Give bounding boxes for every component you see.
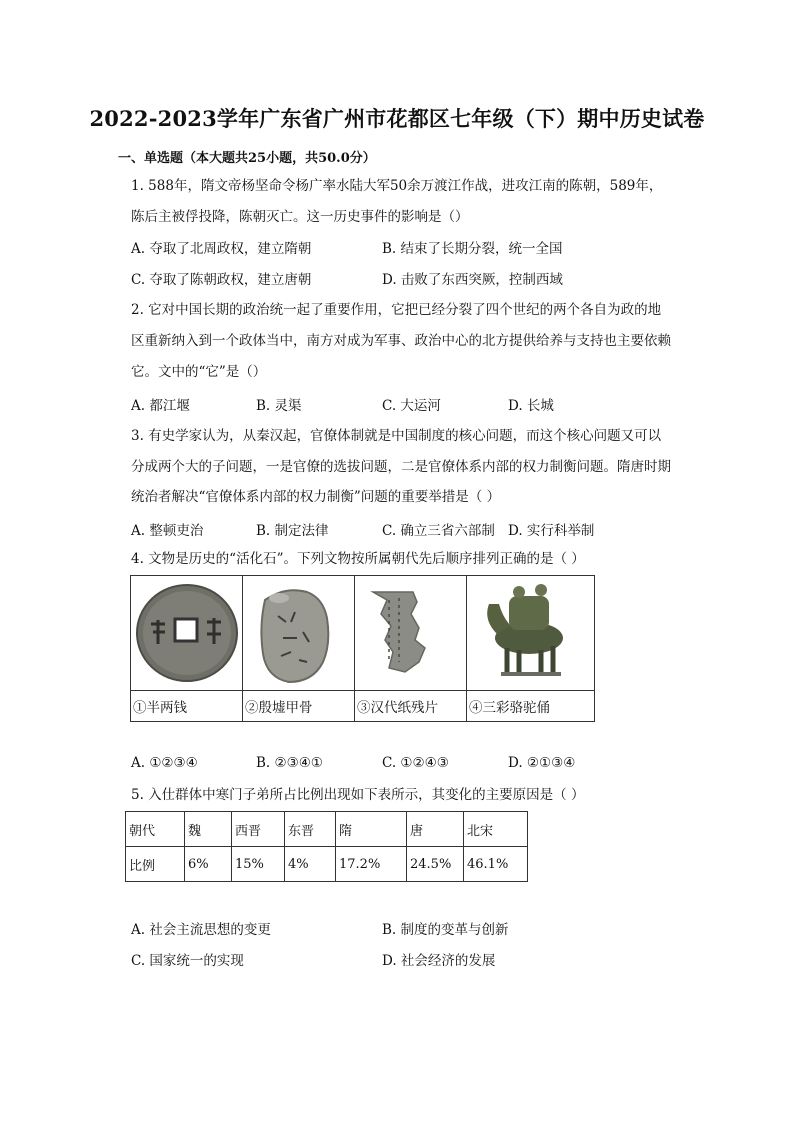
relic-caption: ①半两钱 bbox=[131, 691, 243, 722]
q3-option-d: D. 实行科举制 bbox=[508, 523, 595, 539]
q1-option-a: A. 夺取了北周政权，建立隋朝 bbox=[131, 241, 312, 257]
table-header-cell: 隋 bbox=[336, 812, 407, 847]
question-4-line-1: 4. 文物是历史的“活化石”。下列文物按所属朝代先后顺序排列正确的是（ ） bbox=[131, 551, 585, 567]
question-2-line-1: 2. 它对中国长期的政治统一起了重要作用，它把已经分裂了四个世纪的两个各自为政的地 bbox=[131, 302, 662, 318]
relic-caption: ③汉代纸残片 bbox=[355, 691, 467, 722]
q5-option-b: B. 制度的变革与创新 bbox=[382, 922, 509, 938]
q1-option-c: C. 夺取了陈朝政权，建立唐朝 bbox=[131, 272, 312, 288]
table-header-cell: 北宋 bbox=[464, 812, 528, 847]
table-cell: 17.2% bbox=[336, 847, 407, 882]
ratio-table-header-row bbox=[126, 812, 528, 847]
table-header-cell: 唐 bbox=[407, 812, 464, 847]
question-2-line-2: 区重新纳入到一个政体当中，南方对成为军事、政治中心的北方提供给养与支持也主要依赖 bbox=[131, 333, 671, 349]
table-header-cell: 朝代 bbox=[126, 812, 185, 847]
ratio-table bbox=[125, 811, 528, 882]
relics-table bbox=[130, 575, 595, 722]
q5-option-d: D. 社会经济的发展 bbox=[382, 953, 496, 969]
banliang-coin-image bbox=[131, 576, 242, 686]
q3-option-b: B. 制定法律 bbox=[256, 523, 329, 539]
relic-caption: ④三彩骆驼俑 bbox=[467, 691, 595, 722]
relic-image-cell bbox=[467, 576, 595, 691]
table-cell: 24.5% bbox=[407, 847, 464, 882]
han-paper-fragment-image bbox=[355, 576, 466, 686]
relic-image-cell bbox=[243, 576, 355, 691]
q5-option-c: C. 国家统一的实现 bbox=[131, 953, 244, 969]
q4-option-a: A. ①②③④ bbox=[131, 755, 198, 771]
question-3-line-1: 3. 有史学家认为，从秦汉起，官僚体制就是中国制度的核心问题，而这个核心问题又可以 bbox=[131, 428, 662, 444]
relic-caption: ②殷墟甲骨 bbox=[243, 691, 355, 722]
question-1-line-1: 1. 588年，隋文帝杨坚命令杨广率水陆大军50余万渡江作战，进攻江南的陈朝，589年， bbox=[131, 178, 663, 194]
page-title: 2022-2023学年广东省广州市花都区七年级（下）期中历史试卷 bbox=[89, 106, 705, 131]
question-3-line-2: 分成两个大的子问题，一是官僚的选拔问题，二是官僚体系内部的权力制衡问题。隋唐时期 bbox=[131, 459, 671, 475]
q4-option-c: C. ①②④③ bbox=[382, 755, 449, 771]
table-header-cell: 西晋 bbox=[232, 812, 285, 847]
question-1-line-2: 陈后主被俘投降，陈朝灭亡。这一历史事件的影响是（） bbox=[131, 209, 469, 225]
ratio-table-data-row bbox=[126, 847, 528, 882]
q4-option-b: B. ②③④① bbox=[256, 755, 323, 771]
q2-option-d: D. 长城 bbox=[508, 398, 554, 414]
table-cell: 6% bbox=[185, 847, 232, 882]
table-header-cell: 东晋 bbox=[285, 812, 336, 847]
tricolor-camel-image bbox=[467, 576, 594, 686]
oracle-bone-image bbox=[243, 576, 354, 686]
q4-option-d: D. ②①③④ bbox=[508, 755, 576, 771]
table-cell: 15% bbox=[232, 847, 285, 882]
table-cell: 46.1% bbox=[464, 847, 528, 882]
question-2-line-3: 它。文中的“它”是（） bbox=[131, 364, 267, 380]
relic-image-cell bbox=[131, 576, 243, 691]
question-3-line-3: 统治者解决“官僚体系内部的权力制衡”问题的重要举措是（ ） bbox=[131, 489, 501, 505]
q3-option-c: C. 确立三省六部制 bbox=[382, 523, 495, 539]
table-header-cell: 魏 bbox=[185, 812, 232, 847]
q2-option-b: B. 灵渠 bbox=[256, 398, 302, 414]
relic-image-cell bbox=[355, 576, 467, 691]
section-heading: 一、单选题（本大题共25小题，共50.0分） bbox=[118, 151, 376, 166]
q1-option-b: B. 结束了长期分裂，统一全国 bbox=[382, 241, 563, 257]
q2-option-a: A. 都江堰 bbox=[131, 398, 190, 414]
table-cell: 4% bbox=[285, 847, 336, 882]
question-5-line-1: 5. 入仕群体中寒门子弟所占比例出现如下表所示，其变化的主要原因是（ ） bbox=[131, 787, 585, 803]
table-cell: 比例 bbox=[126, 847, 185, 882]
q1-option-d: D. 击败了东西突厥，控制西域 bbox=[382, 272, 563, 288]
q3-option-a: A. 整顿吏治 bbox=[131, 523, 204, 539]
q5-option-a: A. 社会主流思想的变更 bbox=[131, 922, 271, 938]
q2-option-c: C. 大运河 bbox=[382, 398, 441, 414]
